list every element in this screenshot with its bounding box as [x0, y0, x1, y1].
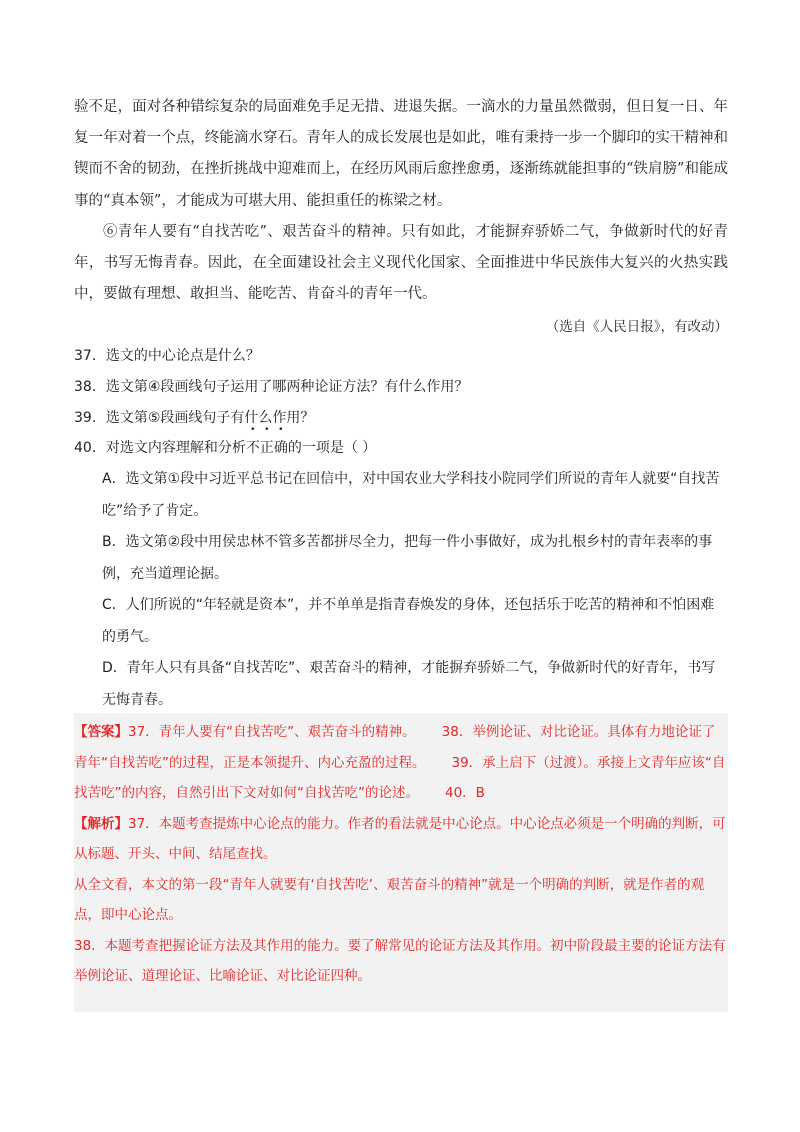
analysis-38: 38．本题考查把握论证方法及其作用的能力。要了解常见的论证方法及其作用。初中阶段最主要的论证方法有举例论证、道理论证、比喻论证、对比论证四种。: [74, 937, 726, 984]
question-40: [74, 433, 728, 464]
answer-37: 37．青年人要有“自找苦吃”、艰苦奋斗的精神。: [128, 724, 416, 740]
passage: [74, 92, 728, 344]
emphasis-char-1: 不: [245, 440, 260, 457]
answer-box: [74, 713, 728, 1012]
emphasis-char-2: 正: [259, 440, 274, 457]
option-a: [74, 464, 728, 527]
option-a-text: A．选文第①段中习近平总书记在回信中，对中国农业大学科技小院同学们所说的青年人就要“自找苦吃”给予了肯定。: [102, 471, 720, 519]
option-b: [74, 527, 728, 590]
option-c-text: C．人们所说的“年轻就是资本”，并不单单是指青春焕发的身体，还包括乐于吃苦的精神和不怕困难的勇气。: [102, 597, 715, 645]
emphasis-char-3: 确: [273, 440, 288, 457]
option-d-text: D．青年人只有具备“自找苦吃”、艰苦奋斗的精神，才能摒弃骄娇二气，争做新时代的好青年，书写无悔青春。: [102, 660, 716, 708]
question-39: 39．选文第⑤段画线句子有什么作用？: [74, 409, 315, 426]
analysis-37: [74, 809, 728, 870]
question-40-prefix: 40．对选文内容理解和分析: [74, 440, 246, 457]
answer-tag: 【答案】: [74, 724, 128, 740]
answer-38: 38．举例论证、对比论证。具体有力地论证了青年“自找苦吃”的过程，正是本领提升、内心充盈的过程。: [74, 724, 716, 771]
question-38: 38．选文第④段画线句子运用了哪两种论证方法？有什么作用？: [74, 378, 469, 395]
answer-40: 40．B: [444, 785, 485, 801]
analysis-37-text: 37．本题考查提炼中心论点的能力。作者的看法就是中心论点。中心论点必须是一个明确的判断，可从标题、开头、中间、结尾查找。: [74, 815, 726, 862]
option-c: [74, 590, 728, 653]
answer-line: [74, 717, 728, 809]
analysis-tag: 【解析】: [74, 815, 128, 832]
analysis-37-conclusion: 从全文看，本文的第一段“青年人就要有‘自找苦吃’、艰苦奋斗的精神”就是一个明确的判断，就是作者的观点，即中心论点。: [74, 876, 705, 923]
question-37: 37．选文的中心论点是什么？: [74, 348, 260, 364]
source-citation: （选自《人民日报》，有改动）: [545, 319, 728, 336]
passage-paragraph-5-tail: 验不足，面对各种错综复杂的局面难免手足无措、进退失据。一滴水的力量虽然微弱，但日复一日、年复一年对着一个点，终能滴水穿石。青年人的成长发展也是如此，唯有秉持一步一个脚印的实干精神和锲而不舍的韧劲，在挫折挑战中迎难而上，在经历风雨后愈挫愈勇，逐渐练就能担事的“铁肩膀”和能成事的“真本领”，才能成为可堪大用、能担重任的栋梁之材。: [74, 99, 728, 209]
question-40-suffix: 的一项是（ ）: [287, 440, 377, 457]
passage-paragraph-6: ⑥青年人要有“自找苦吃”、艰苦奋斗的精神。只有如此，才能摒弃骄娇二气，争做新时代的好青年，书写无悔青春。因此，在全面建设社会主义现代化国家、全面推进中华民族伟大复兴的火热实践中，要做有理想、敢担当、能吃苦、肯奋斗的青年一代。: [74, 223, 728, 303]
question-list: [74, 341, 728, 716]
option-b-text: B．选文第②段中用侯忠林不管多苦都拼尽全力，把每一件小事做好，成为扎根乡村的青年表率的事例，充当道理论据。: [102, 534, 713, 582]
option-d: [74, 653, 728, 716]
answer-39: 39．承上启下（过渡）。承接上文青年应该“自找苦吃”的内容，自然引出下文对如何“自找苦吃”的论述。: [74, 754, 726, 801]
